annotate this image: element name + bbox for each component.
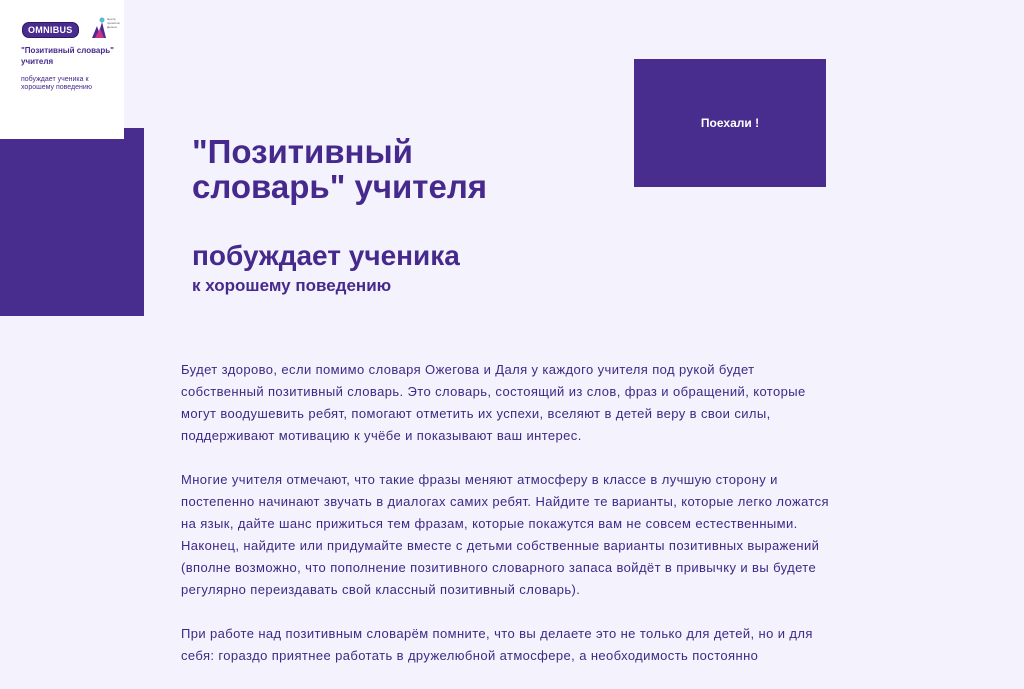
article-paragraph: Будет здорово, если помимо словаря Ожегова и Даля у каждого учителя под рукой будет собственный позитивный словарь. Это словарь, состоящий из слов, фраз и обращений, которые могут воодушевить ребят, помогают отметить их успехи, вселяют в детей веру в свои силы, поддерживают мотивацию к учёбе и показывают ваш интерес.	[181, 362, 806, 443]
decorative-purple-block	[0, 128, 144, 316]
card-title: "Позитивный словарь" учителя	[21, 46, 114, 66]
start-button[interactable]: Поехали !	[634, 59, 826, 187]
logo-tagline: Центр проектов Дельта	[107, 17, 120, 29]
omnibus-figure-icon	[90, 16, 108, 40]
article-body	[181, 359, 831, 689]
article-paragraph: При работе над позитивным словарём помните, что вы делаете это не только для детей, но и для себя: гораздо приятнее работать в дружелюбной атмосфере, а необходимость постоянно	[181, 626, 813, 663]
card-subtitle: побуждает ученика к хорошему поведению	[21, 76, 93, 91]
article-paragraph: Многие учителя отмечают, что такие фразы меняют атмосферу в классе в лучшую сторону и постепенно начинают звучать в диалогах самих ребят. Найдите те варианты, которые легко ложатся на язык, дайте шанс прижиться тем фразам, которые покажутся вам не совсем естественными. Наконец, найдите или придумайте вместе с детьми собственные варианты позитивных выражений (вполне возможно, что пополнение позитивного словарного запаса войдёт в привычку и вы будете регулярно переиздавать свой классный позитивный словарь).	[181, 472, 829, 597]
cover-card[interactable]	[0, 0, 124, 139]
omnibus-logo[interactable]: OMNIBUS	[22, 22, 79, 38]
page-subtitle: побуждает ученика	[192, 240, 460, 271]
page-title: "Позитивный словарь" учителя	[192, 133, 488, 205]
page-subtitle-small: к хорошему поведению	[192, 276, 392, 295]
